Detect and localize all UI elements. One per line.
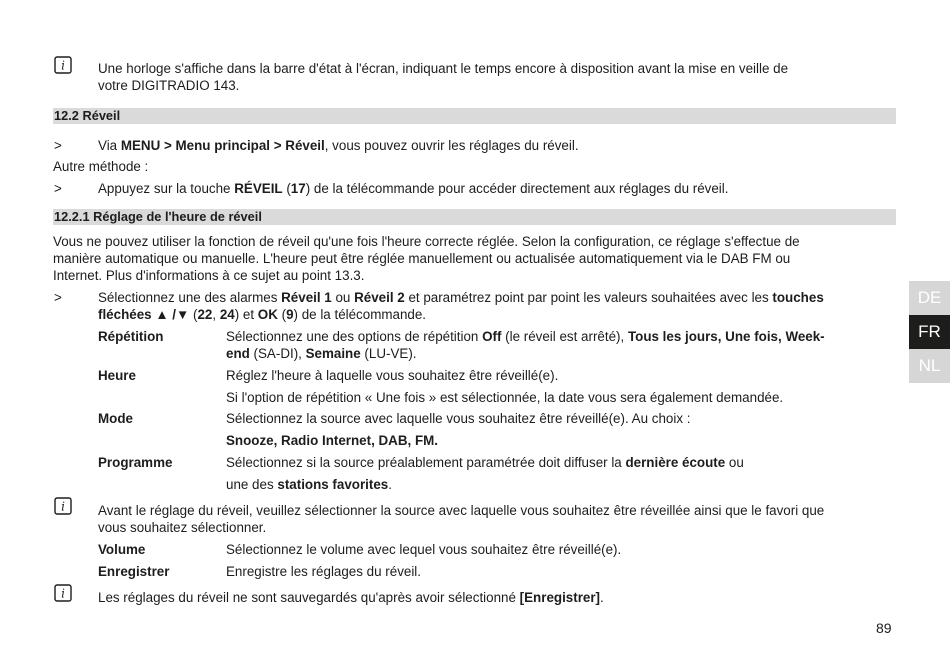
info-icon — [54, 56, 72, 74]
definition-mode-choices: Snooze, Radio Internet, DAB, FM. — [226, 433, 439, 448]
language-tab-fr[interactable]: FR — [909, 315, 950, 349]
info-text: votre DIGITRADIO 143. — [98, 78, 240, 93]
intro-text: Internet. Plus d'informations à ce sujet au point 13.3. — [53, 268, 365, 283]
definition-mode: Sélectionnez la source avec laquelle vous souhaitez être réveillé(e). Au choix : — [226, 411, 691, 426]
svg-text:i: i — [61, 58, 65, 73]
info-icon — [54, 584, 72, 602]
bullet-arrow: > — [54, 290, 62, 305]
definition-enregistrer: Enregistre les réglages du réveil. — [226, 564, 422, 579]
alt-method-text: Appuyez sur la touche RÉVEIL (17) de la télécommande pour accéder directement aux réglages du réveil. — [98, 181, 729, 196]
select-alarm-text: fléchées ▲ /▼ (22, 24) et OK (9) de la télécommande. — [98, 307, 427, 322]
info-text: Avant le réglage du réveil, veuillez sélectionner la source avec laquelle vous souhaitez être réveillée ainsi que le favori que — [98, 503, 825, 518]
intro-text: manière automatique ou manuelle. L'heure peut être réglée manuellement ou actualisée automatiquement via le DAB FM ou — [53, 251, 791, 266]
term-mode: Mode — [98, 411, 133, 426]
definition-programme: Sélectionnez si la source préalablement paramétrée doit diffuser la dernière écoute ou — [226, 455, 744, 470]
info-icon — [54, 497, 72, 515]
definition-heure: Réglez l'heure à laquelle vous souhaitez être réveillé(e). — [226, 368, 559, 383]
section-heading: 12.2 Réveil — [53, 108, 896, 124]
term-programme: Programme — [98, 455, 173, 470]
bullet-arrow: > — [54, 181, 62, 196]
svg-text:i: i — [61, 499, 65, 514]
definition-programme: une des stations favorites. — [226, 477, 392, 492]
select-alarm-text: Sélectionnez une des alarmes Réveil 1 ou Réveil 2 et paramétrez point par point les valeurs souhaitées avec les touches — [98, 290, 824, 305]
subsection-heading: 12.2.1 Réglage de l'heure de réveil — [53, 209, 896, 225]
term-repetition: Répétition — [98, 329, 164, 344]
info-text: vous souhaitez sélectionner. — [98, 520, 267, 535]
definition-repetition: end (SA-DI), Semaine (LU-VE). — [226, 346, 417, 361]
info-text: Les réglages du réveil ne sont sauvegardés qu'après avoir sélectionné [Enregistrer]. — [98, 590, 604, 605]
info-text: Une horloge s'affiche dans la barre d'état à l'écran, indiquant le temps encore à disposition avant la mise en veille de — [98, 61, 789, 76]
definition-heure: Si l'option de répétition « Une fois » est sélectionnée, la date vous sera également demandée. — [226, 390, 784, 405]
alt-method-label: Autre méthode : — [53, 159, 149, 174]
page-number: 89 — [876, 620, 892, 636]
intro-text: Vous ne pouvez utiliser la fonction de réveil qu'une fois l'heure correcte réglée. Selon la configuration, ce réglage s'effectue de — [53, 234, 800, 249]
bullet-arrow: > — [54, 138, 62, 153]
term-volume: Volume — [98, 542, 146, 557]
svg-text:i: i — [61, 586, 65, 601]
language-tab-de[interactable]: DE — [909, 281, 950, 315]
term-heure: Heure — [98, 368, 136, 383]
term-enregistrer: Enregistrer — [98, 564, 170, 579]
definition-volume: Sélectionnez le volume avec lequel vous souhaitez être réveillé(e). — [226, 542, 622, 557]
menu-path-text: Via MENU > Menu principal > Réveil, vous pouvez ouvrir les réglages du réveil. — [98, 138, 579, 153]
definition-repetition: Sélectionnez une des options de répétition Off (le réveil est arrêté), Tous les jours, Une fois, Week- — [226, 329, 825, 344]
language-tab-nl[interactable]: NL — [909, 349, 950, 383]
